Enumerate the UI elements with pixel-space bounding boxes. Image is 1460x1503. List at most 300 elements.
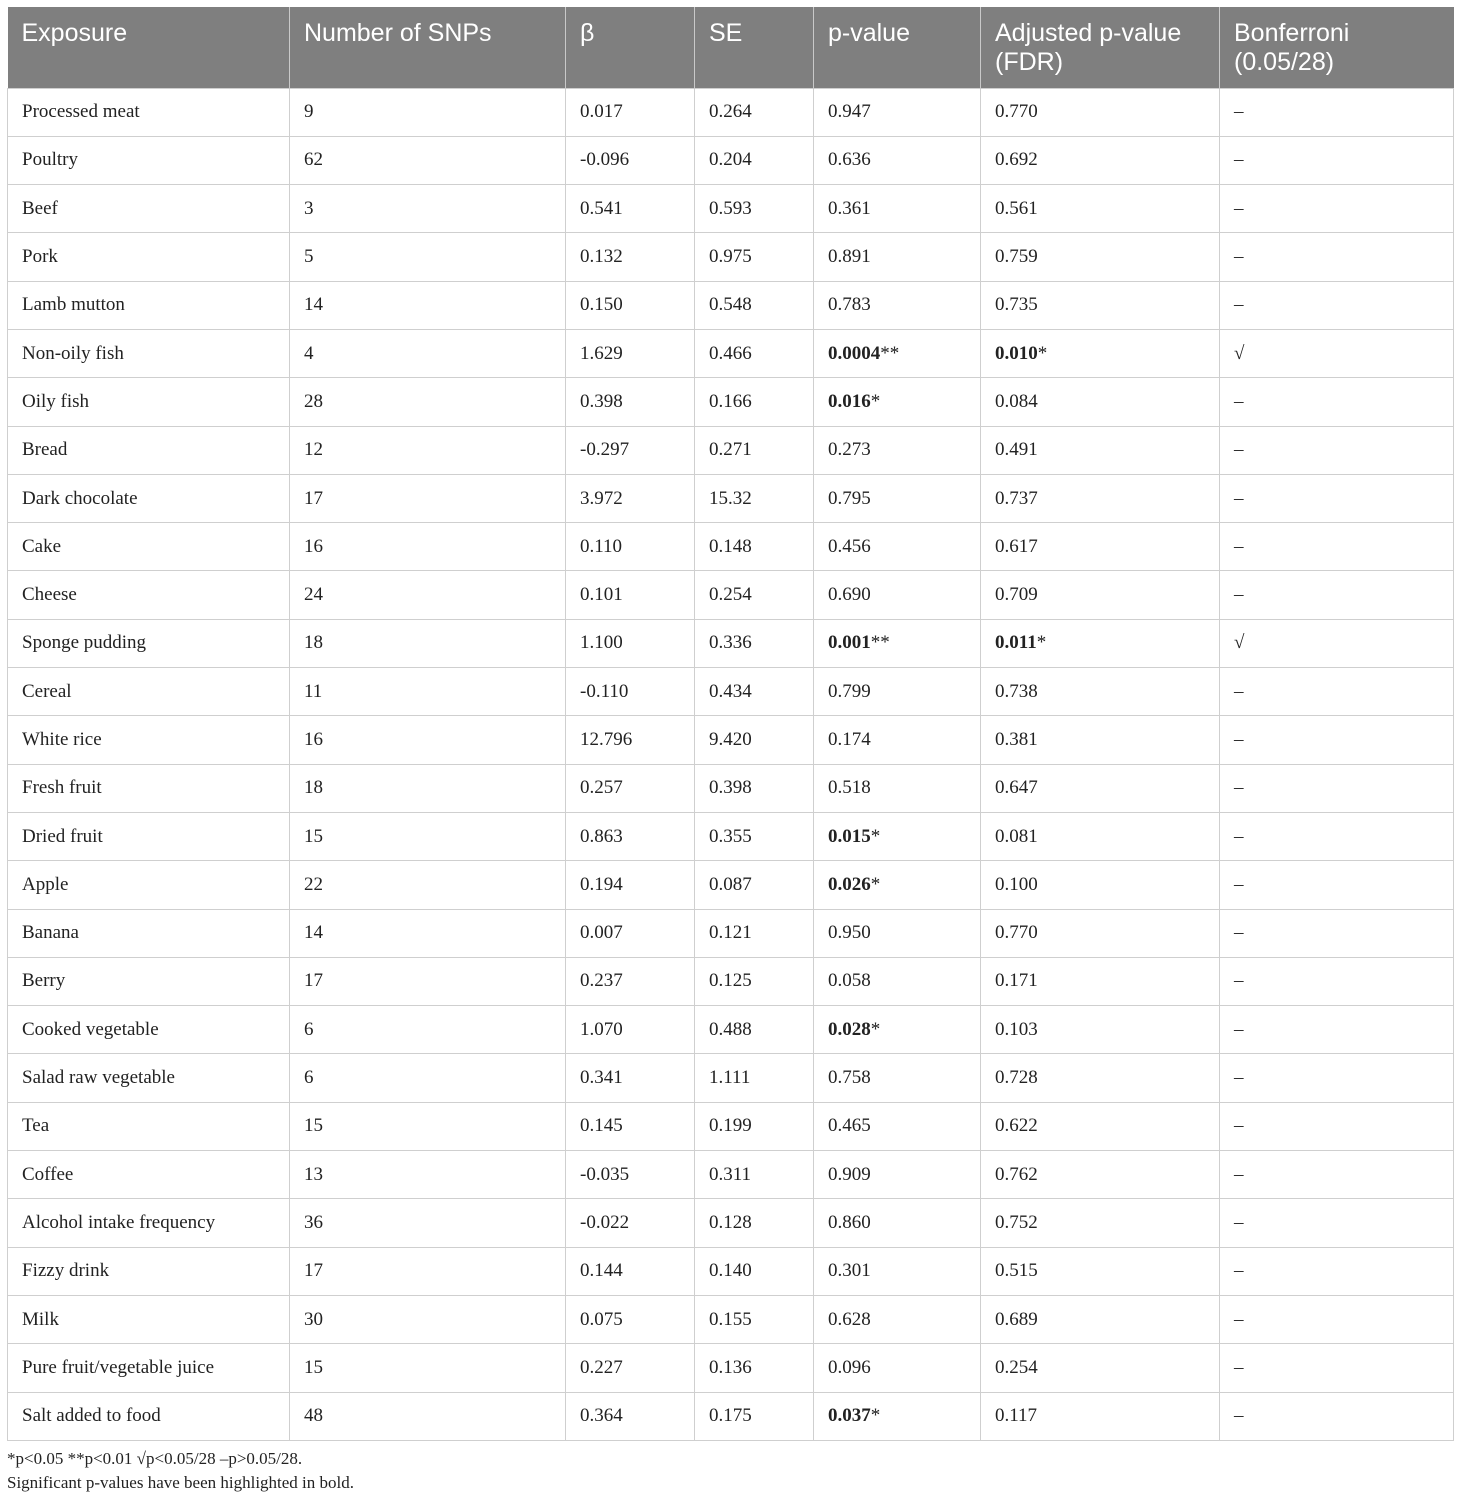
cell-adjusted-p-value bbox=[981, 1006, 1220, 1054]
cell-snps bbox=[290, 233, 566, 281]
cell-beta bbox=[566, 136, 695, 184]
table-row bbox=[8, 1199, 1454, 1247]
cell-bonferroni-value: – bbox=[1234, 1115, 1244, 1137]
cell-p-value-value: 0.891 bbox=[828, 246, 871, 268]
cell-beta-value: 0.017 bbox=[580, 101, 623, 123]
cell-exposure bbox=[8, 329, 290, 377]
cell-beta bbox=[566, 668, 695, 716]
cell-p-value-value: 0.758 bbox=[828, 1067, 871, 1089]
cell-snps-value: 17 bbox=[304, 487, 323, 509]
cell-exposure bbox=[8, 1102, 290, 1150]
cell-bonferroni-value: – bbox=[1234, 680, 1244, 702]
table-row bbox=[8, 812, 1454, 860]
cell-snps-value: 16 bbox=[304, 729, 323, 750]
cell-p-value-value: 0.001 bbox=[828, 632, 871, 654]
cell-p-value bbox=[814, 716, 981, 764]
cell-snps-value: 12 bbox=[304, 439, 323, 461]
cell-p-value bbox=[814, 1344, 981, 1392]
cell-p-value-value: 0.909 bbox=[828, 1163, 871, 1185]
cell-beta-value: 0.341 bbox=[580, 1067, 623, 1089]
cell-adjusted-p-value-value: 0.491 bbox=[995, 439, 1038, 461]
table-row bbox=[8, 185, 1454, 233]
cell-snps bbox=[290, 1247, 566, 1295]
cell-bonferroni-value: – bbox=[1234, 873, 1244, 895]
cell-bonferroni bbox=[1220, 716, 1454, 764]
cell-bonferroni bbox=[1220, 619, 1454, 667]
cell-adjusted-p-value bbox=[981, 861, 1220, 909]
cell-snps-value: 9 bbox=[304, 101, 314, 123]
table-header bbox=[8, 7, 1454, 88]
cell-snps-value: 6 bbox=[304, 1067, 314, 1089]
cell-beta-value: 0.110 bbox=[580, 535, 623, 557]
cell-exposure bbox=[8, 281, 290, 329]
cell-exposure-value: Pure fruit/vegetable juice bbox=[22, 1356, 215, 1378]
cell-snps bbox=[290, 957, 566, 1005]
table-row bbox=[8, 1392, 1454, 1440]
cell-exposure-value: Pork bbox=[22, 246, 58, 268]
table-row bbox=[8, 329, 1454, 377]
cell-snps bbox=[290, 1295, 566, 1343]
cell-p-value-value: 0.465 bbox=[828, 1115, 871, 1137]
cell-exposure-value: Cake bbox=[22, 535, 62, 557]
cell-p-value-value: 0.361 bbox=[828, 197, 871, 219]
cell-exposure bbox=[8, 88, 290, 136]
cell-bonferroni bbox=[1220, 1295, 1454, 1343]
cell-exposure bbox=[8, 1247, 290, 1295]
cell-snps-value: 4 bbox=[304, 342, 314, 364]
cell-se-value: 0.121 bbox=[709, 922, 752, 944]
cell-se-value: 0.271 bbox=[709, 439, 752, 461]
cell-p-value bbox=[814, 1392, 981, 1440]
cell-p-value-value: 0.273 bbox=[828, 439, 871, 461]
cell-se bbox=[695, 233, 814, 281]
cell-adjusted-p-value-value: 0.103 bbox=[995, 1018, 1038, 1040]
cell-adjusted-p-value bbox=[981, 619, 1220, 667]
cell-beta bbox=[566, 1247, 695, 1295]
table-row bbox=[8, 1247, 1454, 1295]
cell-adjusted-p-value bbox=[981, 571, 1220, 619]
cell-adjusted-p-value bbox=[981, 812, 1220, 860]
cell-exposure-value: Fizzy drink bbox=[22, 1260, 110, 1282]
cell-bonferroni-value: – bbox=[1234, 535, 1244, 557]
cell-bonferroni-value: – bbox=[1234, 439, 1244, 461]
cell-p-value bbox=[814, 764, 981, 812]
cell-p-value-value: 0.950 bbox=[828, 922, 871, 944]
cell-beta-value: 0.257 bbox=[580, 777, 623, 799]
cell-exposure-value: Tea bbox=[22, 1115, 50, 1137]
table-row bbox=[8, 668, 1454, 716]
cell-se-value: 0.087 bbox=[709, 873, 752, 895]
cell-exposure-value: Oily fish bbox=[22, 390, 90, 412]
cell-adjusted-p-value bbox=[981, 668, 1220, 716]
cell-se-value: 0.175 bbox=[709, 1405, 752, 1427]
cell-bonferroni-value: – bbox=[1234, 1405, 1244, 1427]
cell-beta bbox=[566, 281, 695, 329]
cell-snps-value: 18 bbox=[304, 632, 323, 654]
cell-se bbox=[695, 329, 814, 377]
table-footnotes bbox=[7, 1447, 354, 1495]
cell-exposure bbox=[8, 1199, 290, 1247]
cell-adjusted-p-value bbox=[981, 378, 1220, 426]
cell-beta bbox=[566, 716, 695, 764]
cell-p-value bbox=[814, 1295, 981, 1343]
cell-se-value: 0.466 bbox=[709, 342, 752, 364]
cell-adjusted-p-value-value: 0.752 bbox=[995, 1211, 1038, 1233]
cell-se bbox=[695, 88, 814, 136]
cell-se bbox=[695, 1006, 814, 1054]
cell-adjusted-p-value-value: 0.254 bbox=[995, 1356, 1038, 1378]
table-row bbox=[8, 426, 1454, 474]
cell-se bbox=[695, 1151, 814, 1199]
cell-p-value-value: 0.628 bbox=[828, 1308, 871, 1330]
cell-exposure-value: Dark chocolate bbox=[22, 487, 138, 509]
cell-p-value-value: 0.028 bbox=[828, 1018, 871, 1040]
cell-adjusted-p-value bbox=[981, 1199, 1220, 1247]
cell-snps bbox=[290, 812, 566, 860]
cell-p-value bbox=[814, 957, 981, 1005]
cell-snps-value: 62 bbox=[304, 149, 323, 171]
cell-se-value: 0.593 bbox=[709, 197, 752, 219]
cell-beta-value: 3.972 bbox=[580, 487, 623, 509]
table-row bbox=[8, 1102, 1454, 1150]
cell-snps-value: 17 bbox=[304, 1260, 323, 1282]
cell-exposure-value: Coffee bbox=[22, 1163, 74, 1185]
cell-beta-value: 0.144 bbox=[580, 1260, 623, 1282]
cell-exposure bbox=[8, 619, 290, 667]
cell-exposure-value: Salt added to food bbox=[22, 1405, 161, 1427]
cell-adjusted-p-value-value: 0.381 bbox=[995, 729, 1038, 750]
cell-beta-value: 1.070 bbox=[580, 1018, 623, 1040]
cell-adjusted-p-value-value: 0.515 bbox=[995, 1260, 1038, 1282]
cell-exposure bbox=[8, 957, 290, 1005]
cell-beta bbox=[566, 1295, 695, 1343]
cell-p-value bbox=[814, 329, 981, 377]
cell-adjusted-p-value bbox=[981, 716, 1220, 764]
cell-snps bbox=[290, 1102, 566, 1150]
cell-beta bbox=[566, 1054, 695, 1102]
cell-adjusted-p-value-value: 0.084 bbox=[995, 390, 1038, 412]
cell-adjusted-p-value-value: 0.010 bbox=[995, 342, 1038, 364]
table-row bbox=[8, 1006, 1454, 1054]
cell-snps-value: 3 bbox=[304, 197, 314, 219]
cell-beta bbox=[566, 571, 695, 619]
cell-snps-value: 16 bbox=[304, 535, 323, 557]
cell-snps bbox=[290, 329, 566, 377]
cell-beta-value: 0.398 bbox=[580, 390, 623, 412]
cell-se-value: 0.204 bbox=[709, 149, 752, 171]
table-row bbox=[8, 474, 1454, 522]
cell-exposure-value: Cooked vegetable bbox=[22, 1018, 159, 1040]
cell-se bbox=[695, 136, 814, 184]
p-value-significance-mark: * bbox=[870, 873, 881, 895]
cell-snps bbox=[290, 378, 566, 426]
cell-p-value-value: 0.016 bbox=[828, 390, 871, 412]
cell-bonferroni bbox=[1220, 909, 1454, 957]
cell-bonferroni bbox=[1220, 426, 1454, 474]
cell-bonferroni bbox=[1220, 1344, 1454, 1392]
cell-bonferroni bbox=[1220, 136, 1454, 184]
cell-exposure bbox=[8, 1054, 290, 1102]
cell-beta-value: -0.035 bbox=[580, 1163, 630, 1185]
cell-p-value bbox=[814, 668, 981, 716]
header-beta: β bbox=[566, 7, 695, 88]
cell-exposure bbox=[8, 668, 290, 716]
footnote-bold-note: Significant p-values have been highlighted in bold. bbox=[7, 1473, 355, 1492]
table-row bbox=[8, 233, 1454, 281]
table-row bbox=[8, 861, 1454, 909]
cell-beta bbox=[566, 957, 695, 1005]
cell-p-value bbox=[814, 185, 981, 233]
cell-snps bbox=[290, 281, 566, 329]
cell-adjusted-p-value-value: 0.011 bbox=[995, 632, 1037, 654]
cell-beta-value: 0.075 bbox=[580, 1308, 623, 1330]
cell-bonferroni bbox=[1220, 668, 1454, 716]
cell-snps-value: 15 bbox=[304, 1115, 323, 1137]
cell-se-value: 0.140 bbox=[709, 1260, 752, 1282]
cell-p-value-value: 0.0004 bbox=[828, 342, 881, 364]
cell-bonferroni-value: – bbox=[1234, 197, 1244, 219]
header-row bbox=[8, 7, 1454, 88]
cell-se-value: 0.254 bbox=[709, 584, 752, 606]
cell-p-value bbox=[814, 233, 981, 281]
cell-snps-value: 48 bbox=[304, 1405, 323, 1427]
cell-adjusted-p-value-value: 0.759 bbox=[995, 246, 1038, 268]
cell-beta bbox=[566, 426, 695, 474]
cell-snps bbox=[290, 88, 566, 136]
cell-bonferroni-value: – bbox=[1234, 922, 1244, 944]
cell-p-value bbox=[814, 523, 981, 571]
cell-snps-value: 14 bbox=[304, 294, 323, 316]
cell-snps bbox=[290, 1344, 566, 1392]
cell-beta bbox=[566, 909, 695, 957]
cell-exposure-value: Berry bbox=[22, 970, 66, 992]
cell-beta-value: 0.237 bbox=[580, 970, 623, 992]
header-number-of-snps: Number of SNPs bbox=[290, 7, 566, 88]
cell-exposure bbox=[8, 1344, 290, 1392]
cell-p-value-value: 0.799 bbox=[828, 680, 871, 702]
cell-adjusted-p-value bbox=[981, 1054, 1220, 1102]
cell-beta-value: -0.096 bbox=[580, 149, 630, 171]
cell-beta bbox=[566, 233, 695, 281]
cell-adjusted-p-value-value: 0.622 bbox=[995, 1115, 1038, 1137]
cell-p-value bbox=[814, 1247, 981, 1295]
cell-exposure-value: Sponge pudding bbox=[22, 632, 147, 654]
cell-beta-value: 0.863 bbox=[580, 825, 623, 847]
cell-exposure bbox=[8, 861, 290, 909]
cell-se-value: 0.398 bbox=[709, 777, 752, 799]
cell-se bbox=[695, 1247, 814, 1295]
cell-adjusted-p-value bbox=[981, 1392, 1220, 1440]
header-bonferroni: Bonferroni (0.05/28) bbox=[1220, 7, 1454, 88]
header-se: SE bbox=[695, 7, 814, 88]
cell-se bbox=[695, 426, 814, 474]
cell-p-value bbox=[814, 1151, 981, 1199]
cell-exposure-value: Beef bbox=[22, 197, 58, 219]
cell-se bbox=[695, 1392, 814, 1440]
cell-exposure-value: Fresh fruit bbox=[22, 777, 102, 799]
cell-p-value-value: 0.860 bbox=[828, 1211, 871, 1233]
cell-beta-value: -0.022 bbox=[580, 1211, 630, 1233]
cell-p-value bbox=[814, 378, 981, 426]
cell-p-value-value: 0.690 bbox=[828, 584, 871, 606]
cell-adjusted-p-value bbox=[981, 1247, 1220, 1295]
cell-adjusted-p-value-value: 0.689 bbox=[995, 1308, 1038, 1330]
cell-bonferroni bbox=[1220, 233, 1454, 281]
cell-se bbox=[695, 668, 814, 716]
cell-p-value bbox=[814, 619, 981, 667]
results-table-container bbox=[7, 7, 1453, 1441]
cell-snps-value: 5 bbox=[304, 246, 314, 268]
cell-p-value bbox=[814, 426, 981, 474]
cell-beta bbox=[566, 812, 695, 860]
cell-adjusted-p-value bbox=[981, 1344, 1220, 1392]
cell-bonferroni bbox=[1220, 1392, 1454, 1440]
cell-beta-value: 1.629 bbox=[580, 342, 623, 364]
table-row bbox=[8, 378, 1454, 426]
cell-bonferroni-value: √ bbox=[1234, 342, 1245, 364]
cell-beta bbox=[566, 88, 695, 136]
cell-se-value: 0.336 bbox=[709, 632, 752, 654]
table-row bbox=[8, 88, 1454, 136]
cell-se-value: 0.434 bbox=[709, 680, 752, 702]
cell-exposure bbox=[8, 716, 290, 764]
cell-adjusted-p-value bbox=[981, 474, 1220, 522]
cell-bonferroni-value: – bbox=[1234, 294, 1244, 316]
cell-adjusted-p-value bbox=[981, 136, 1220, 184]
cell-se bbox=[695, 1199, 814, 1247]
cell-beta-value: 0.007 bbox=[580, 922, 623, 944]
cell-p-value-value: 0.795 bbox=[828, 487, 871, 509]
cell-bonferroni-value: – bbox=[1234, 1211, 1244, 1233]
cell-se-value: 0.155 bbox=[709, 1308, 752, 1330]
cell-se bbox=[695, 474, 814, 522]
cell-exposure bbox=[8, 426, 290, 474]
cell-beta bbox=[566, 523, 695, 571]
table-row bbox=[8, 1054, 1454, 1102]
cell-exposure-value: Processed meat bbox=[22, 101, 140, 123]
cell-bonferroni-value: – bbox=[1234, 1018, 1244, 1040]
cell-adjusted-p-value-value: 0.735 bbox=[995, 294, 1038, 316]
cell-bonferroni bbox=[1220, 1151, 1454, 1199]
cell-snps bbox=[290, 474, 566, 522]
cell-beta bbox=[566, 1344, 695, 1392]
cell-beta bbox=[566, 1392, 695, 1440]
cell-exposure-value: Dried fruit bbox=[22, 825, 103, 847]
cell-snps bbox=[290, 716, 566, 764]
cell-snps bbox=[290, 1199, 566, 1247]
p-value-significance-mark: * bbox=[870, 390, 881, 412]
cell-bonferroni bbox=[1220, 88, 1454, 136]
cell-p-value bbox=[814, 1199, 981, 1247]
cell-se-value: 0.136 bbox=[709, 1356, 752, 1378]
cell-beta bbox=[566, 378, 695, 426]
cell-se-value: 0.125 bbox=[709, 970, 752, 992]
cell-exposure-value: Cereal bbox=[22, 680, 72, 702]
cell-adjusted-p-value bbox=[981, 523, 1220, 571]
cell-snps bbox=[290, 909, 566, 957]
cell-beta-value: 0.541 bbox=[580, 197, 623, 219]
cell-adjusted-p-value bbox=[981, 909, 1220, 957]
cell-beta-value: 0.364 bbox=[580, 1405, 623, 1427]
cell-bonferroni-value: – bbox=[1234, 970, 1244, 992]
cell-p-value-value: 0.037 bbox=[828, 1405, 871, 1427]
cell-adjusted-p-value-value: 0.617 bbox=[995, 535, 1038, 557]
table-row bbox=[8, 281, 1454, 329]
cell-bonferroni bbox=[1220, 281, 1454, 329]
cell-exposure-value: Milk bbox=[22, 1308, 59, 1330]
cell-adjusted-p-value bbox=[981, 233, 1220, 281]
table-row bbox=[8, 571, 1454, 619]
cell-se bbox=[695, 185, 814, 233]
cell-p-value bbox=[814, 1054, 981, 1102]
cell-bonferroni bbox=[1220, 474, 1454, 522]
cell-snps bbox=[290, 861, 566, 909]
cell-exposure bbox=[8, 1392, 290, 1440]
cell-adjusted-p-value-value: 0.762 bbox=[995, 1163, 1038, 1185]
cell-se-value: 15.32 bbox=[709, 487, 752, 509]
cell-adjusted-p-value-value: 0.770 bbox=[995, 101, 1038, 123]
cell-exposure bbox=[8, 1151, 290, 1199]
cell-p-value bbox=[814, 136, 981, 184]
cell-adjusted-p-value-value: 0.738 bbox=[995, 680, 1038, 702]
cell-exposure-value: Alcohol intake frequency bbox=[22, 1211, 216, 1233]
cell-p-value bbox=[814, 861, 981, 909]
cell-adjusted-p-value-value: 0.171 bbox=[995, 970, 1038, 992]
cell-bonferroni-value: – bbox=[1234, 246, 1244, 268]
cell-exposure bbox=[8, 1295, 290, 1343]
cell-snps-value: 30 bbox=[304, 1308, 323, 1330]
table-row bbox=[8, 716, 1454, 764]
p-value-significance-mark: ** bbox=[870, 632, 890, 654]
cell-adjusted-p-value-value: 0.081 bbox=[995, 825, 1038, 847]
cell-adjusted-p-value bbox=[981, 1295, 1220, 1343]
cell-beta-value: 12.796 bbox=[580, 729, 633, 750]
cell-snps-value: 11 bbox=[304, 680, 323, 702]
cell-adjusted-p-value-value: 0.709 bbox=[995, 584, 1038, 606]
cell-beta bbox=[566, 185, 695, 233]
cell-se-value: 0.199 bbox=[709, 1115, 752, 1137]
cell-beta bbox=[566, 329, 695, 377]
cell-bonferroni-value: – bbox=[1234, 1067, 1244, 1089]
cell-bonferroni bbox=[1220, 1102, 1454, 1150]
cell-bonferroni-value: – bbox=[1234, 390, 1244, 412]
cell-se bbox=[695, 861, 814, 909]
cell-se bbox=[695, 619, 814, 667]
cell-bonferroni-value: – bbox=[1234, 101, 1244, 123]
cell-se bbox=[695, 1054, 814, 1102]
cell-exposure-value: Apple bbox=[22, 873, 69, 895]
cell-se-value: 0.166 bbox=[709, 390, 752, 412]
cell-p-value bbox=[814, 1102, 981, 1150]
cell-bonferroni-value: – bbox=[1234, 1163, 1244, 1185]
cell-se bbox=[695, 378, 814, 426]
cell-beta-value: 0.101 bbox=[580, 584, 623, 606]
cell-beta bbox=[566, 1102, 695, 1150]
cell-exposure-value: Cheese bbox=[22, 584, 77, 606]
table-row bbox=[8, 619, 1454, 667]
cell-bonferroni-value: – bbox=[1234, 584, 1244, 606]
cell-snps-value: 36 bbox=[304, 1211, 323, 1233]
cell-snps bbox=[290, 1054, 566, 1102]
table-row bbox=[8, 764, 1454, 812]
cell-adjusted-p-value-value: 0.561 bbox=[995, 197, 1038, 219]
header-p-value: p-value bbox=[814, 7, 981, 88]
cell-se-value: 0.264 bbox=[709, 101, 752, 123]
cell-snps bbox=[290, 1392, 566, 1440]
table-row bbox=[8, 909, 1454, 957]
cell-p-value bbox=[814, 88, 981, 136]
cell-p-value-value: 0.301 bbox=[828, 1260, 871, 1282]
